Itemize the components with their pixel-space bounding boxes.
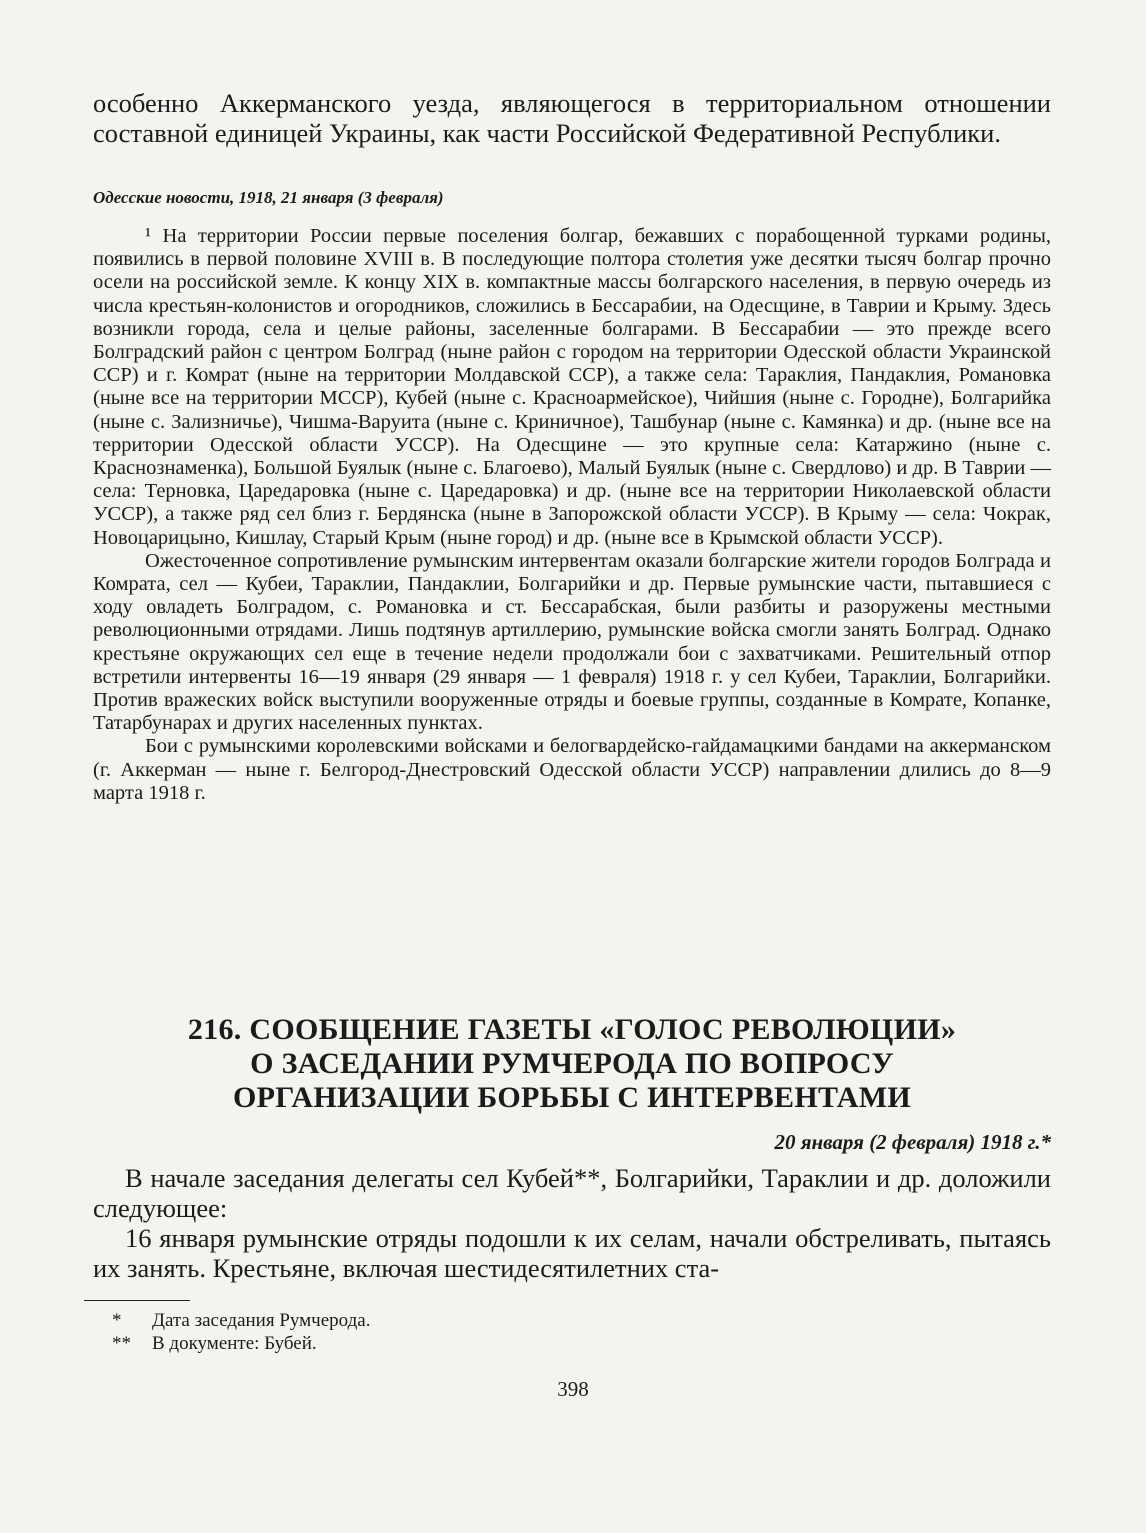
note-paragraph: Ожесточенное сопротивление румынским интервентам оказали болгарские жители городов Болграда и Комрата, сел — Кубеи, Тараклии, Пандаклии, Болгарийки и др. Первые румынские части, пытавшиеся с ходу овладеть Болградом, с. Романовка и ст. Бессарабская, были разбиты и разоружены местными революционными отрядами. Лишь подтянув артиллерию, румынские войска смогли занять Болград. Однако крестьяне окружающих сел еще в течение недели продолжали бои с захватчиками. Решительный отпор встретили интервенты 16—19 января (29 января — 1 февраля) 1918 г. у сел Кубеи, Тараклии, Болгарийки. Против вражеских войск выступили вооруженные отряды и боевые группы, созданные в Комрате, Копанке, Татарбунарах и других населенных пунктах. (93, 549, 1051, 735)
footnote (112, 1310, 370, 1332)
heading-line: 216. СООБЩЕНИЕ ГАЗЕТЫ «ГОЛОС РЕВОЛЮЦИИ» (187, 1013, 957, 1046)
heading-line: ОРГАНИЗАЦИИ БОРЬБЫ С ИНТЕРВЕНТАМИ (232, 1081, 911, 1114)
footnote (112, 1333, 317, 1355)
heading-line: О ЗАСЕДАНИИ РУМЧЕРОДА ПО ВОПРОСУ (250, 1047, 894, 1080)
editorial-note (93, 225, 1051, 805)
note-paragraph: Бои с румынскими королевскими войсками и белогвардейско-гайдамацкими бандами на аккерманском (г. Аккерман — ныне г. Белгород-Днестровский Одесской области УССР) направлении длились до 8—9 марта 1918 г. (93, 735, 1051, 804)
body-paragraph: 16 января румынские отряды подошли к их селам, начали обстреливать, пытаясь их занять. Крестьяне, включая шестидесятилетних ста- (93, 1223, 1051, 1283)
page-number: 398 (557, 1377, 589, 1401)
continuation-text (93, 88, 1051, 148)
footnote-text: В документе: Бубей. (152, 1333, 317, 1354)
source-citation: Одесские новости, 1918, 21 января (3 февраля) (93, 188, 444, 207)
footnote-mark: ** (112, 1333, 131, 1354)
footnote-text: Дата заседания Румчерода. (152, 1310, 371, 1331)
body-paragraph: В начале заседания делегаты сел Кубей**, Болгарийки, Тараклии и др. доложили следующее: (93, 1163, 1051, 1223)
document-heading (93, 1013, 1051, 1115)
note-paragraph: ¹ На территории России первые поселения болгар, бежавших с порабощенной турками родины, появились в первой половине XVIII в. В последующие полтора столетия уже десятки тысяч болгар прочно осели на российской земле. К концу XIX в. компактные массы болгарского населения, в первую очередь из числа крестьян-колонистов и огородников, сложились в Бессарабии, на Одесщине, в Таврии и Крыму. Здесь возникли города, села и целые районы, заселенные болгарами. В Бессарабии — это прежде всего Болградский район с центром Болград (ныне район с городом на территории Одесской области Украинской ССР) и г. Комрат (ныне на территории Молдавской ССР), а также села: Тараклия, Пандаклия, Романовка (ныне все на территории МССР), Кубей (ныне с. Красноармейское), Чийшия (ныне с. Городне), Болгарийка (ныне с. Зализничье), Чишма-Варуита (ныне с. Криничное), Ташбунар (ныне с. Камянка) и др. (ныне все на территории Одесской области УССР). На Одесщине — это крупные села: Катаржино (ныне с. Краснознаменка), Большой Буялык (ныне с. Благоево), Малый Буялык (ныне с. Свердлово) и др. В Таврии — села: Терновка, Царедаровка (ныне с. Царедаровка) и др. (ныне все на территории Николаевской области УССР), а также ряд сел близ г. Бердянска (ныне в Запорожской области УССР). В Крыму — села: Чокрак, Новоцарицыно, Кишлау, Старый Крым (ныне город) и др. (ныне все в Крымской области УССР). (93, 225, 1051, 549)
document-date: 20 января (2 февраля) 1918 г.* (774, 1130, 1051, 1154)
document-body (93, 1163, 1051, 1283)
footnote-divider (84, 1300, 190, 1301)
footnote-mark: * (112, 1310, 122, 1331)
continuation-paragraph: особенно Аккерманского уезда, являющегося в территориальном отношении составной единицей Украины, как части Российской Федеративной Республики. (93, 88, 1051, 148)
